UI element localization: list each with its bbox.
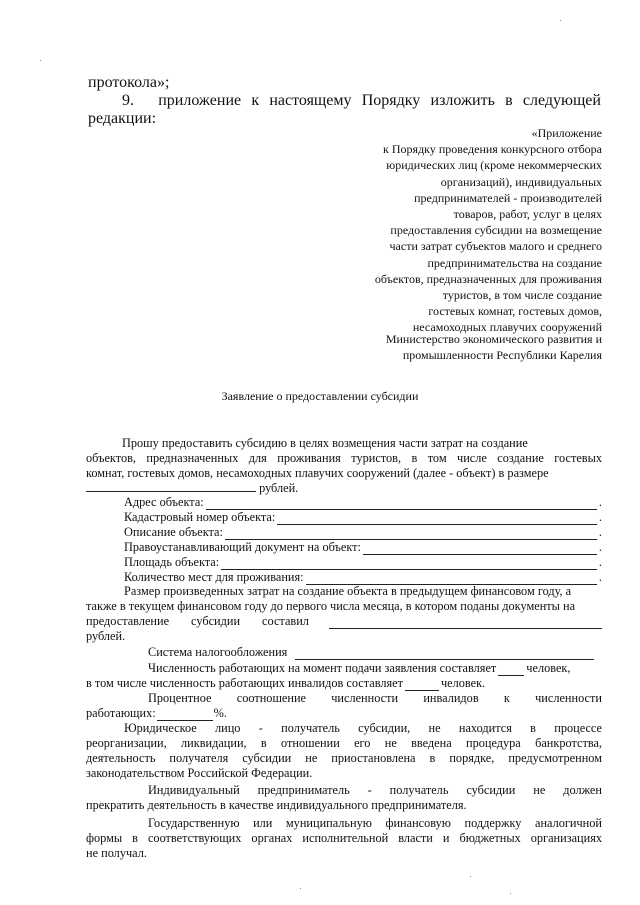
entrepreneur-word: Индивидуальный bbox=[148, 783, 240, 797]
appendix-line: объектов, предназначенных для проживания bbox=[374, 271, 602, 286]
ratio-word: Процентное bbox=[148, 691, 212, 705]
appendix-line: туристов, в том числе создание bbox=[442, 288, 602, 303]
scan-speck bbox=[510, 893, 511, 894]
address-input[interactable] bbox=[206, 498, 597, 510]
appendix-line: несамоходных плавучих сооружений bbox=[412, 320, 602, 335]
scan-speck bbox=[470, 876, 471, 877]
costs-line4: рублей. bbox=[86, 629, 126, 643]
cadastral-input[interactable] bbox=[277, 513, 597, 525]
support-line3: не получал. bbox=[86, 846, 147, 860]
area-input[interactable] bbox=[221, 558, 597, 570]
field-title-doc: Правоустанавливающий документ на объект: . bbox=[124, 540, 602, 554]
support-line2: формы в соответствующих органах исполнительной власти и бюджетных организациях bbox=[86, 831, 602, 845]
legal-word: находится bbox=[458, 721, 512, 735]
support-line1: Государственную или муниципальную финансовую поддержку аналогичной bbox=[148, 816, 602, 830]
appendix-line: части затрат субъектов малого и среднего bbox=[389, 239, 602, 254]
request-line4 bbox=[86, 481, 298, 496]
legal-word: Юридическое bbox=[124, 721, 197, 735]
appendix-line: организаций), индивидуальных bbox=[440, 174, 602, 189]
appendix-line: товаров, работ, услуг в целях bbox=[453, 207, 602, 222]
appendix-line: предоставления субсидии на возмещение bbox=[390, 223, 602, 238]
item-word: приложение bbox=[158, 92, 242, 109]
ratio-word: к bbox=[503, 691, 510, 705]
ratio-percent-input[interactable] bbox=[157, 710, 213, 721]
ministry-line: Министерство экономического развития и bbox=[385, 332, 602, 346]
description-input[interactable] bbox=[225, 528, 597, 540]
item-word: следующей bbox=[522, 92, 601, 109]
costs-line3 bbox=[86, 614, 602, 629]
legal-line1 bbox=[124, 721, 602, 736]
appendix-line: к Порядку проведения конкурсного отбора bbox=[383, 142, 602, 157]
legal-word: не bbox=[428, 721, 441, 735]
field-label: Площадь объекта: bbox=[124, 555, 220, 569]
legal-line3: деятельность получателя субсидии не приостановлена в порядке, предусмотренном bbox=[86, 751, 602, 765]
costs-word: субсидии bbox=[191, 614, 241, 628]
disabled-count-input[interactable] bbox=[405, 680, 439, 691]
legal-line2: реорганизации, ликвидации, в отношении его не введена процедура банкротства, bbox=[86, 736, 602, 750]
costs-word: предоставление bbox=[86, 614, 170, 628]
legal-word: в bbox=[530, 721, 536, 735]
entrepreneur-line1 bbox=[148, 783, 602, 798]
request-line3: комнат, гостевых домов, несамоходных плавучих сооружений (далее - объект) в размере bbox=[86, 466, 549, 480]
appendix-line: гостевых комнат, гостевых домов, bbox=[428, 304, 602, 319]
appendix-line: предпринимательства на создание bbox=[427, 255, 602, 270]
field-label: Количество мест для проживания: bbox=[124, 570, 304, 584]
field-places: Количество мест для проживания: . bbox=[124, 570, 602, 584]
legal-word: получатель bbox=[281, 721, 340, 735]
intro-line3: редакции: bbox=[88, 110, 157, 127]
entrepreneur-word: не bbox=[533, 783, 546, 797]
entrepreneur-word: - bbox=[367, 783, 372, 797]
title-doc-input[interactable] bbox=[363, 543, 597, 555]
entrepreneur-word: предприниматель bbox=[257, 783, 350, 797]
item-word: изложить bbox=[430, 92, 495, 109]
ratio-line1 bbox=[148, 691, 602, 706]
item-word: Порядку bbox=[361, 92, 421, 109]
costs-word: составил bbox=[262, 614, 309, 628]
item-word: настоящему bbox=[269, 92, 352, 109]
ministry-line: промышленности Республики Карелия bbox=[402, 348, 602, 363]
request-line1: Прошу предоставить субсидию в целях возмещения части затрат на создание bbox=[122, 436, 528, 450]
item-word: в bbox=[505, 92, 513, 109]
tax-label: Система налогообложения bbox=[148, 645, 288, 659]
amount-blank[interactable] bbox=[86, 481, 256, 492]
field-address: Адрес объекта: . bbox=[124, 495, 602, 509]
ratio-word: соотношение bbox=[236, 691, 306, 705]
scan-speck bbox=[40, 60, 41, 61]
field-cadastral: Кадастровый номер объекта: . bbox=[124, 510, 602, 524]
entrepreneur-line2: прекратить деятельность в качестве индивидуального предпринимателя. bbox=[86, 798, 467, 812]
legal-word: - bbox=[258, 721, 263, 735]
scan-speck bbox=[300, 888, 301, 889]
entrepreneur-word: должен bbox=[563, 783, 602, 797]
intro-line1: протокола»; bbox=[88, 74, 170, 91]
item-word: к bbox=[251, 92, 260, 109]
employees-count-input[interactable] bbox=[498, 665, 524, 676]
appendix-header bbox=[375, 125, 602, 336]
appendix-line: «Приложение bbox=[531, 126, 602, 140]
field-area: Площадь объекта: . bbox=[124, 555, 602, 569]
intro-item-line bbox=[88, 92, 601, 110]
ratio-word: численности bbox=[535, 691, 602, 705]
field-label: Описание объекта: bbox=[124, 525, 223, 539]
ratio-line2 bbox=[86, 706, 227, 721]
entrepreneur-word: получатель bbox=[389, 783, 449, 797]
field-label: Правоустанавливающий документ на объект: bbox=[124, 540, 361, 554]
ratio-unit: %. bbox=[213, 706, 227, 720]
employees-unit: человек, bbox=[526, 661, 571, 675]
ratio-word: численности bbox=[331, 691, 399, 705]
appendix-line: предпринимателей - производителей bbox=[414, 190, 602, 205]
field-label: Адрес объекта: bbox=[124, 495, 204, 509]
form-title: Заявление о предоставлении субсидии bbox=[221, 389, 419, 403]
legal-line4: законодательством Российской Федерации. bbox=[86, 766, 313, 780]
costs-line1: Размер произведенных затрат на создание объекта в предыдущем финансовом году, а bbox=[124, 584, 572, 598]
field-label: Кадастровый номер объекта: bbox=[124, 510, 276, 524]
ministry-block bbox=[386, 331, 602, 363]
legal-word: субсидии, bbox=[358, 721, 411, 735]
request-line2: объектов, предназначенных для проживания туристов, в том числе создание гостевых bbox=[86, 451, 602, 465]
tax-system-row bbox=[148, 645, 596, 660]
legal-word: лицо bbox=[215, 721, 241, 735]
ratio-label: работающих: bbox=[86, 706, 156, 720]
employees-line1 bbox=[148, 661, 570, 676]
disabled-employees-unit: человек. bbox=[441, 676, 486, 690]
disabled-employees-label: в том числе численность работающих инвалидов составляет bbox=[86, 676, 403, 690]
field-description: Описание объекта: . bbox=[124, 525, 602, 539]
ratio-word: инвалидов bbox=[423, 691, 479, 705]
costs-amount-input[interactable] bbox=[329, 617, 602, 629]
entrepreneur-word: субсидии bbox=[466, 783, 516, 797]
tax-input[interactable] bbox=[295, 648, 594, 660]
scan-speck bbox=[560, 20, 561, 21]
employees-line2 bbox=[86, 676, 485, 691]
costs-line2: также в текущем финансовом году до первого числа месяца, в котором поданы документы на bbox=[86, 599, 576, 613]
legal-word: процессе bbox=[554, 721, 602, 735]
item-number: 9. bbox=[122, 92, 134, 109]
appendix-line: юридических лиц (кроме некоммерческих bbox=[386, 158, 602, 173]
employees-label: Численность работающих на момент подачи заявления составляет bbox=[148, 661, 497, 675]
rubles-label: рублей. bbox=[259, 481, 299, 495]
